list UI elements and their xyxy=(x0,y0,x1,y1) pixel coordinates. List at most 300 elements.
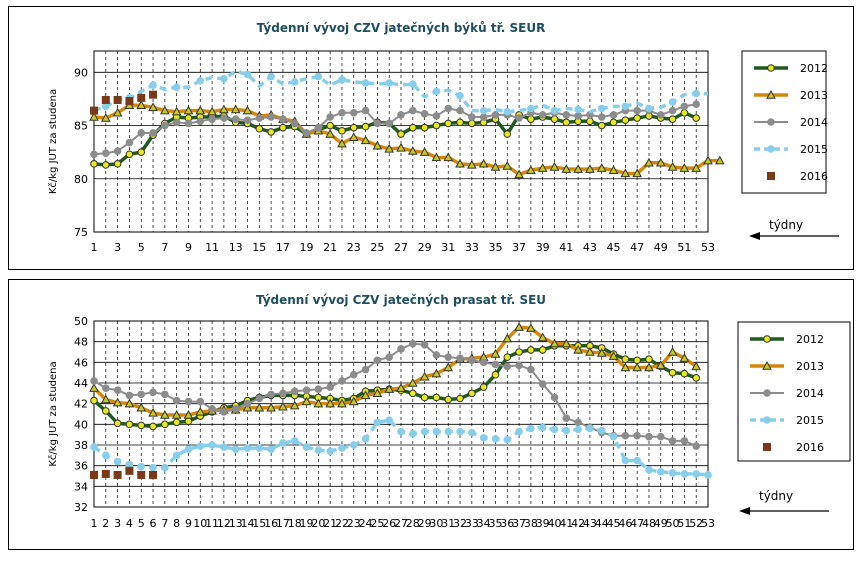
x-tick-label: 9 xyxy=(184,241,192,254)
data-point-2012 xyxy=(457,119,464,126)
legend xyxy=(738,322,850,461)
data-point-2012 xyxy=(126,421,133,428)
legend-label-2012: 2012 xyxy=(796,333,824,346)
x-tick-label: 51 xyxy=(677,241,692,254)
x-tick-label: 11 xyxy=(205,517,220,530)
x-tick-label: 13 xyxy=(228,517,243,530)
x-tick-label: 31 xyxy=(441,517,456,530)
data-point-2015 xyxy=(410,430,417,437)
data-point-2014 xyxy=(563,112,570,119)
data-point-2015 xyxy=(528,105,535,112)
data-point-2014 xyxy=(280,390,287,397)
data-point-2014 xyxy=(268,391,275,398)
data-point-2015 xyxy=(374,419,381,426)
legend-box xyxy=(738,322,850,461)
data-point-2014 xyxy=(150,130,157,137)
x-tick-label: 47 xyxy=(630,517,645,530)
data-point-2014 xyxy=(138,391,145,398)
data-point-2012 xyxy=(268,129,275,136)
data-point-2015 xyxy=(209,442,216,449)
x-tick-label: 24 xyxy=(358,517,373,530)
legend-marker-2016 xyxy=(767,172,775,180)
data-point-2015 xyxy=(598,105,605,112)
data-point-2015 xyxy=(173,84,180,91)
data-point-2015 xyxy=(268,73,275,80)
chart-title: Týdenní vývoj CZV jatečných býků tř. SEUR xyxy=(256,21,546,35)
data-point-2014 xyxy=(693,443,700,450)
x-tick-label: 31 xyxy=(441,241,456,254)
data-point-2015 xyxy=(681,471,688,478)
data-point-2014 xyxy=(492,361,499,368)
x-tick-label: 50 xyxy=(665,517,680,530)
data-point-2014 xyxy=(433,113,440,120)
data-point-2014 xyxy=(114,148,121,155)
data-point-2016 xyxy=(102,96,110,104)
data-point-2015 xyxy=(516,428,523,435)
y-tick-label: 75 xyxy=(74,226,88,239)
legend-label-2015: 2015 xyxy=(796,414,824,427)
data-point-2016 xyxy=(125,467,133,475)
x-tick-label: 45 xyxy=(606,241,621,254)
legend-label-2013: 2013 xyxy=(800,89,828,102)
data-point-2014 xyxy=(232,116,239,123)
data-point-2015 xyxy=(150,82,157,89)
data-point-2012 xyxy=(445,396,452,403)
data-point-2014 xyxy=(173,397,180,404)
x-tick-label: 14 xyxy=(240,517,255,530)
x-tick-label: 23 xyxy=(346,241,361,254)
x-tick-label: 47 xyxy=(630,241,645,254)
data-point-2014 xyxy=(114,387,121,394)
data-point-2014 xyxy=(457,107,464,114)
data-point-2012 xyxy=(634,115,641,122)
x-tick-label: 30 xyxy=(429,517,444,530)
data-point-2014 xyxy=(634,432,641,439)
x-tick-label: 32 xyxy=(453,517,468,530)
x-tick-label: 1 xyxy=(90,517,98,530)
data-point-2014 xyxy=(563,415,570,422)
x-tick-label: 28 xyxy=(405,517,420,530)
data-point-2014 xyxy=(410,340,417,347)
y-tick-label: 36 xyxy=(74,459,88,473)
data-point-2014 xyxy=(126,392,133,399)
data-point-2015 xyxy=(91,444,98,451)
weeks-annotation: týdny xyxy=(769,218,804,232)
weeks-annotation: týdny xyxy=(759,489,794,503)
x-tick-label: 45 xyxy=(606,517,621,530)
y-tick-label: 50 xyxy=(74,315,88,328)
data-point-2014 xyxy=(232,406,239,413)
data-point-2014 xyxy=(669,107,676,114)
data-point-2014 xyxy=(197,398,204,405)
legend-marker-2014 xyxy=(768,119,775,126)
data-point-2015 xyxy=(386,80,393,87)
data-point-2014 xyxy=(433,352,440,359)
legend-marker-2015 xyxy=(768,146,775,153)
data-point-2012 xyxy=(327,122,334,129)
data-point-2016 xyxy=(102,470,110,478)
x-tick-label: 23 xyxy=(346,517,361,530)
data-point-2014 xyxy=(669,438,676,445)
x-tick-label: 1 xyxy=(90,241,98,254)
data-point-2014 xyxy=(681,438,688,445)
data-point-2012 xyxy=(150,423,157,430)
data-point-2015 xyxy=(327,448,334,455)
data-point-2015 xyxy=(362,436,369,443)
data-point-2012 xyxy=(504,131,511,138)
data-point-2012 xyxy=(563,119,570,126)
data-point-2012 xyxy=(433,394,440,401)
x-tick-label: 29 xyxy=(417,517,432,530)
data-point-2015 xyxy=(398,428,405,435)
data-point-2015 xyxy=(421,428,428,435)
legend-label-2014: 2014 xyxy=(796,387,824,400)
data-point-2016 xyxy=(114,96,122,104)
x-tick-label: 41 xyxy=(559,517,574,530)
x-tick-label: 34 xyxy=(476,517,491,530)
data-point-2016 xyxy=(149,471,157,479)
legend-label-2015: 2015 xyxy=(800,143,828,156)
y-tick-label: 40 xyxy=(74,418,88,432)
data-point-2015 xyxy=(469,429,476,436)
x-tick-label: 5 xyxy=(137,517,145,530)
data-point-2014 xyxy=(185,120,192,127)
legend-label-2016: 2016 xyxy=(800,170,828,183)
data-point-2015 xyxy=(232,446,239,453)
data-point-2012 xyxy=(138,422,145,429)
data-point-2015 xyxy=(657,469,664,476)
y-tick-label: 34 xyxy=(74,480,88,494)
data-point-2015 xyxy=(705,472,712,479)
data-point-2015 xyxy=(173,452,180,459)
weeks-arrow-head xyxy=(739,507,750,515)
data-point-2015 xyxy=(669,470,676,477)
x-tick-label: 4 xyxy=(125,517,133,530)
data-point-2014 xyxy=(398,112,405,119)
data-point-2014 xyxy=(646,433,653,440)
data-point-2015 xyxy=(622,103,629,110)
legend-label-2014: 2014 xyxy=(800,116,828,129)
x-tick-label: 3 xyxy=(114,517,122,530)
data-point-2016 xyxy=(90,471,98,479)
data-point-2015 xyxy=(362,80,369,87)
legend xyxy=(742,51,828,193)
x-tick-label: 49 xyxy=(653,241,668,254)
x-tick-label: 39 xyxy=(535,241,550,254)
x-tick-label: 38 xyxy=(523,517,538,530)
data-point-2012 xyxy=(669,369,676,376)
data-point-2014 xyxy=(327,384,334,391)
data-point-2015 xyxy=(221,444,228,451)
data-point-2014 xyxy=(303,130,310,137)
data-point-2014 xyxy=(657,112,664,119)
data-point-2014 xyxy=(327,114,334,121)
data-point-2015 xyxy=(138,463,145,470)
data-point-2014 xyxy=(374,120,381,127)
legend-marker-2012 xyxy=(764,336,771,343)
data-point-2014 xyxy=(150,389,157,396)
data-point-2015 xyxy=(103,452,110,459)
x-tick-label: 51 xyxy=(677,517,692,530)
x-tick-label: 49 xyxy=(653,517,668,530)
data-point-2014 xyxy=(197,118,204,125)
data-point-2012 xyxy=(610,119,617,126)
data-point-2014 xyxy=(374,357,381,364)
y-tick-label: 90 xyxy=(74,66,88,80)
data-point-2015 xyxy=(634,457,641,464)
data-point-2015 xyxy=(350,442,357,449)
y-axis-label: Kč/kg JUT za studena xyxy=(48,361,59,467)
data-point-2012 xyxy=(516,349,523,356)
data-point-2015 xyxy=(563,427,570,434)
data-point-2015 xyxy=(386,417,393,424)
x-tick-label: 43 xyxy=(582,517,597,530)
data-point-2014 xyxy=(386,120,393,127)
data-point-2014 xyxy=(445,354,452,361)
legend-marker-2012 xyxy=(768,65,775,72)
x-tick-label: 53 xyxy=(701,517,715,530)
x-tick-label: 41 xyxy=(559,241,574,254)
x-tick-label: 27 xyxy=(394,517,408,530)
x-tick-label: 11 xyxy=(205,241,220,254)
x-tick-label: 8 xyxy=(173,517,181,530)
data-point-2015 xyxy=(646,105,653,112)
data-point-2014 xyxy=(256,395,263,402)
data-point-2014 xyxy=(256,115,263,122)
x-tick-label: 26 xyxy=(382,517,397,530)
data-point-2014 xyxy=(575,113,582,120)
x-tick-label: 42 xyxy=(571,517,586,530)
data-point-2012 xyxy=(622,117,629,124)
x-tick-label: 9 xyxy=(184,517,192,530)
data-point-2015 xyxy=(197,78,204,85)
data-point-2016 xyxy=(149,91,157,99)
x-tick-label: 40 xyxy=(547,517,562,530)
data-point-2014 xyxy=(209,406,216,413)
data-point-2014 xyxy=(221,115,228,122)
data-point-2014 xyxy=(528,366,535,373)
data-point-2012 xyxy=(350,124,357,131)
data-point-2012 xyxy=(114,420,121,427)
data-point-2014 xyxy=(693,101,700,108)
data-point-2014 xyxy=(362,366,369,373)
data-point-2014 xyxy=(126,139,133,146)
data-point-2015 xyxy=(114,458,121,465)
data-point-2012 xyxy=(504,354,511,361)
data-point-2015 xyxy=(575,426,582,433)
x-tick-label: 7 xyxy=(161,517,169,530)
x-tick-label: 37 xyxy=(512,241,527,254)
data-point-2012 xyxy=(445,120,452,127)
data-point-2014 xyxy=(551,394,558,401)
data-point-2015 xyxy=(622,457,629,464)
data-point-2012 xyxy=(398,131,405,138)
data-point-2015 xyxy=(480,107,487,114)
data-point-2014 xyxy=(291,388,298,395)
data-point-2014 xyxy=(103,150,110,157)
data-point-2014 xyxy=(350,371,357,378)
legend-label-2013: 2013 xyxy=(796,360,824,373)
legend-marker-2016 xyxy=(763,443,771,451)
data-point-2014 xyxy=(657,433,664,440)
data-point-2012 xyxy=(126,151,133,158)
x-tick-label: 21 xyxy=(323,517,338,530)
data-point-2015 xyxy=(433,88,440,95)
x-tick-label: 21 xyxy=(323,241,338,254)
legend-marker-2014 xyxy=(764,390,771,397)
x-tick-label: 25 xyxy=(370,517,385,530)
data-point-2012 xyxy=(410,390,417,397)
data-point-2015 xyxy=(268,446,275,453)
data-point-2012 xyxy=(91,397,98,404)
data-point-2014 xyxy=(280,116,287,123)
data-point-2015 xyxy=(504,108,511,115)
data-point-2012 xyxy=(598,122,605,129)
data-point-2014 xyxy=(634,107,641,114)
x-tick-label: 33 xyxy=(464,241,479,254)
data-point-2012 xyxy=(528,116,535,123)
data-point-2015 xyxy=(339,445,346,452)
data-point-2014 xyxy=(103,385,110,392)
data-point-2015 xyxy=(197,443,204,450)
data-point-2015 xyxy=(669,99,676,106)
data-point-2014 xyxy=(516,115,523,122)
data-point-2015 xyxy=(551,426,558,433)
data-point-2015 xyxy=(480,434,487,441)
data-point-2016 xyxy=(90,107,98,115)
data-point-2012 xyxy=(669,116,676,123)
data-point-2015 xyxy=(291,79,298,86)
y-tick-label: 32 xyxy=(74,501,88,514)
data-point-2015 xyxy=(256,445,263,452)
x-tick-label: 19 xyxy=(299,241,314,254)
data-point-2015 xyxy=(162,464,169,471)
x-tick-label: 29 xyxy=(417,241,432,254)
data-point-2014 xyxy=(303,387,310,394)
data-point-2014 xyxy=(516,362,523,369)
data-point-2014 xyxy=(244,400,251,407)
y-tick-label: 42 xyxy=(74,397,88,411)
x-tick-label: 12 xyxy=(216,517,231,530)
pork-chart xyxy=(9,280,855,551)
data-point-2012 xyxy=(138,149,145,156)
data-point-2012 xyxy=(587,118,594,125)
data-point-2012 xyxy=(681,109,688,116)
x-tick-label: 16 xyxy=(264,517,279,530)
data-point-2014 xyxy=(162,391,169,398)
x-tick-label: 20 xyxy=(311,517,326,530)
x-tick-label: 35 xyxy=(488,517,503,530)
data-point-2012 xyxy=(103,408,110,415)
data-point-2012 xyxy=(681,370,688,377)
data-point-2012 xyxy=(339,128,346,135)
data-point-2014 xyxy=(410,107,417,114)
legend-label-2012: 2012 xyxy=(800,62,828,75)
data-point-2015 xyxy=(315,447,322,454)
x-tick-label: 35 xyxy=(488,241,503,254)
data-point-2016 xyxy=(137,471,145,479)
data-point-2015 xyxy=(221,75,228,82)
data-point-2014 xyxy=(386,354,393,361)
data-point-2014 xyxy=(445,105,452,112)
x-tick-label: 27 xyxy=(394,241,408,254)
data-point-2012 xyxy=(693,115,700,122)
x-tick-label: 5 xyxy=(137,241,145,254)
data-point-2012 xyxy=(185,418,192,425)
data-point-2014 xyxy=(339,109,346,116)
data-point-2015 xyxy=(315,73,322,80)
x-tick-label: 25 xyxy=(370,241,385,254)
chart-title: Týdenní vývoj CZV jatečných prasat tř. SEU xyxy=(255,293,547,307)
data-point-2015 xyxy=(244,71,251,78)
data-point-2012 xyxy=(173,419,180,426)
data-point-2012 xyxy=(539,347,546,354)
data-point-2015 xyxy=(587,425,594,432)
x-tick-label: 33 xyxy=(464,517,479,530)
data-point-2014 xyxy=(492,112,499,119)
data-point-2012 xyxy=(103,162,110,169)
data-point-2014 xyxy=(162,122,169,129)
data-point-2015 xyxy=(244,445,251,452)
x-tick-label: 43 xyxy=(582,241,597,254)
data-point-2015 xyxy=(693,90,700,97)
data-point-2016 xyxy=(114,471,122,479)
data-point-2015 xyxy=(575,106,582,113)
data-point-2012 xyxy=(622,356,629,363)
y-tick-label: 48 xyxy=(74,335,88,349)
data-point-2012 xyxy=(469,390,476,397)
data-point-2015 xyxy=(528,425,535,432)
data-point-2012 xyxy=(162,421,169,428)
x-tick-label: 15 xyxy=(252,241,267,254)
data-point-2015 xyxy=(291,438,298,445)
x-tick-label: 2 xyxy=(102,517,110,530)
data-point-2014 xyxy=(504,363,511,370)
beef-chart-panel xyxy=(8,6,854,270)
x-tick-label: 17 xyxy=(275,517,290,530)
data-point-2014 xyxy=(539,381,546,388)
y-axis-label: Kč/kg JUT za studena xyxy=(48,88,59,195)
data-point-2014 xyxy=(91,378,98,385)
x-tick-label: 13 xyxy=(228,241,243,254)
x-tick-label: 15 xyxy=(252,517,267,530)
data-point-2014 xyxy=(209,116,216,123)
data-point-2015 xyxy=(339,76,346,83)
data-point-2014 xyxy=(457,355,464,362)
data-point-2014 xyxy=(598,114,605,121)
data-point-2014 xyxy=(398,346,405,353)
data-point-2014 xyxy=(575,419,582,426)
x-tick-label: 46 xyxy=(618,517,633,530)
beef-chart xyxy=(9,7,855,271)
data-point-2015 xyxy=(457,92,464,99)
data-point-2014 xyxy=(469,114,476,121)
data-point-2012 xyxy=(693,375,700,382)
data-point-2014 xyxy=(350,109,357,116)
data-point-2015 xyxy=(598,427,605,434)
data-point-2016 xyxy=(137,94,145,102)
data-point-2014 xyxy=(268,114,275,121)
data-point-2012 xyxy=(528,347,535,354)
y-tick-label: 80 xyxy=(74,172,88,186)
data-point-2015 xyxy=(646,467,653,474)
data-point-2015 xyxy=(539,424,546,431)
data-point-2015 xyxy=(280,440,287,447)
data-point-2012 xyxy=(551,116,558,123)
data-point-2015 xyxy=(492,436,499,443)
data-point-2014 xyxy=(244,117,251,124)
data-point-2014 xyxy=(221,409,228,416)
